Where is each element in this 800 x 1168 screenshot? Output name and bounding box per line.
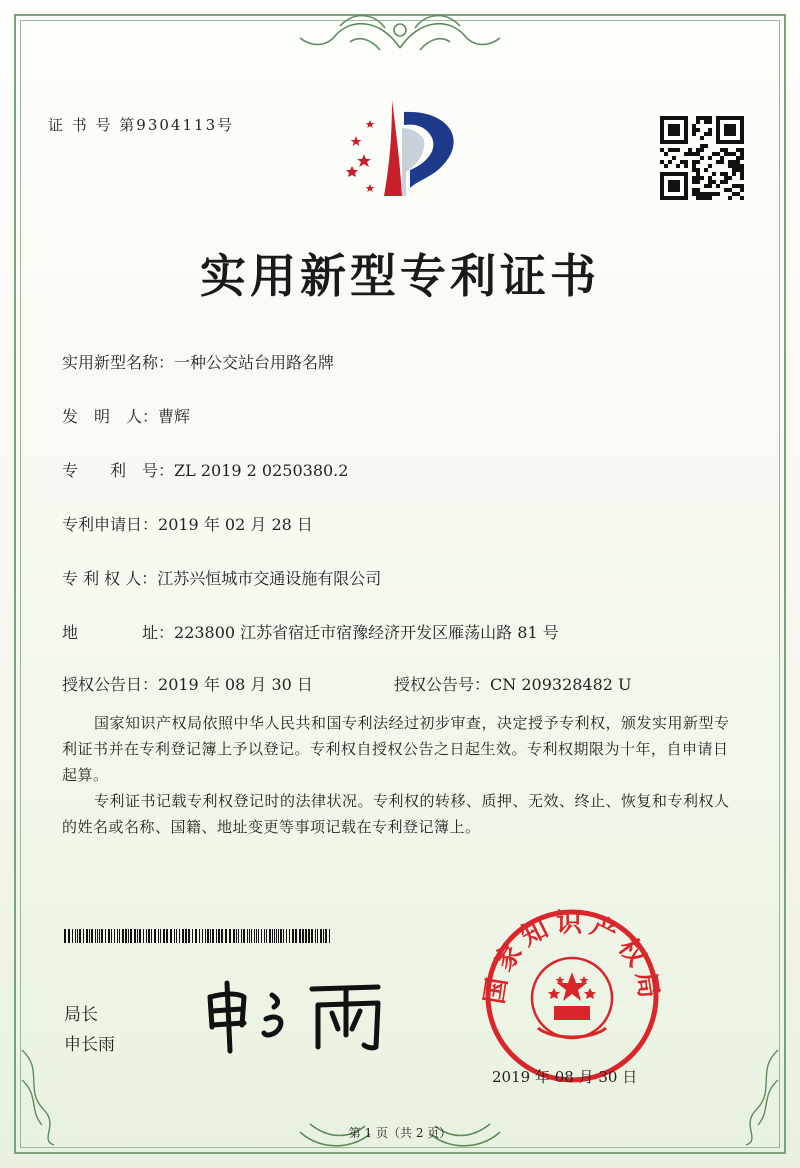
patentee-row xyxy=(62,566,381,589)
patentee-label: 专 利 权 人： xyxy=(62,569,158,588)
seal-text: 国家知识产权局 xyxy=(482,908,662,1007)
address-label: 地 址： xyxy=(62,623,175,642)
address-row xyxy=(62,620,559,643)
inventor-label: 发 明 人： xyxy=(62,407,159,426)
barcode xyxy=(64,928,334,947)
patent-number-label: 专 利 号： xyxy=(62,461,175,480)
grant-number-value: CN 209328482 U xyxy=(490,675,632,694)
page-title: 实用新型专利证书 xyxy=(200,249,600,303)
page-footer: 第 1 页（共 2 页） xyxy=(348,1126,452,1140)
utility-model-name-label: 实用新型名称： xyxy=(62,353,175,372)
certificate-number: 证 书 号 第9304113号 xyxy=(48,116,235,134)
patent-number-value: ZL 2019 2 0250380.2 xyxy=(174,461,349,480)
address-value: 223800 江苏省宿迁市宿豫经济开发区雁荡山路 81 号 xyxy=(174,623,559,642)
legal-status-paragraph: 专利证书记载专利权登记时的法律状况。专利权的转移、质押、无效、终止、恢复和专利权人的姓名或名称、国籍、地址变更等事项记载在专利登记簿上。 xyxy=(62,792,730,836)
top-ornament xyxy=(280,8,520,58)
filing-date-value: 2019 年 02 月 28 日 xyxy=(158,515,313,534)
utility-model-name-value: 一种公交站台用路名牌 xyxy=(174,353,335,372)
patent-number-row xyxy=(62,458,348,481)
director-name: 申长雨 xyxy=(64,1035,115,1055)
qr-code xyxy=(660,116,744,204)
grant-date-value: 2019 年 08 月 30 日 xyxy=(158,675,313,694)
inventor-row xyxy=(62,404,190,427)
filing-date-label: 专利申请日： xyxy=(62,515,159,534)
seal-date: 2019 年 08 月 30 日 xyxy=(492,1068,638,1086)
director-title: 局长 xyxy=(64,1005,98,1025)
grant-number-label: 授权公告号： xyxy=(394,675,491,694)
grant-date-label: 授权公告日： xyxy=(62,675,159,694)
grant-paragraph: 国家知识产权局依照中华人民共和国专利法经过初步审查，决定授予专利权，颁发实用新型专利证书并在专利登记簿上予以登记。专利权自授权公告之日起生效。专利权期限为十年，自申请日起算。 xyxy=(62,714,730,784)
grant-number-row xyxy=(394,672,632,695)
official-seal xyxy=(482,906,662,1090)
grant-date-row xyxy=(62,672,313,695)
filing-date-row xyxy=(62,512,313,535)
director-signature xyxy=(200,975,400,1059)
utility-model-name-row xyxy=(62,350,334,373)
cnipa-logo xyxy=(330,92,470,206)
inventor-value: 曹辉 xyxy=(158,407,191,426)
patentee-value: 江苏兴恒城市交通设施有限公司 xyxy=(157,569,382,588)
